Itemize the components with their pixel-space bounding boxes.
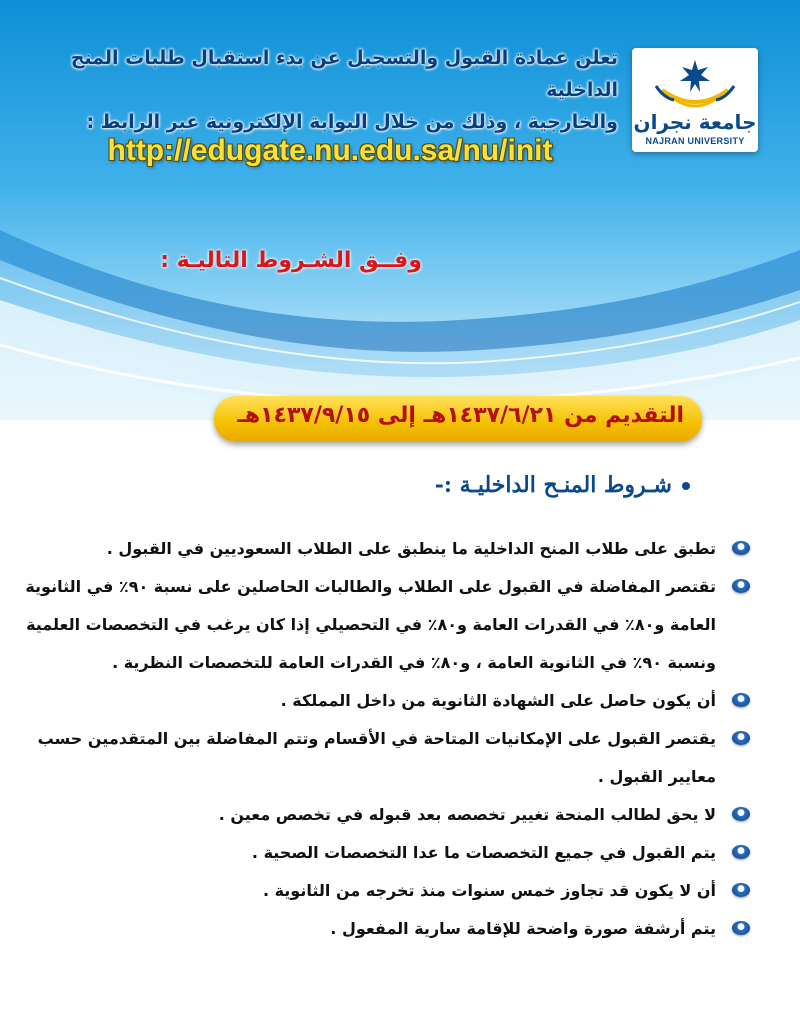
- list-item-text: تقتصر المفاضلة في القبول على الطلاب والطالبات الحاصلين على نسبة ٩٠٪ في الثانوية العامة و٨٠٪ في القدرات العامة و٨٠٪ في التحصيلي إذا كان يرغب في التخصصات العلمية ونسبة ٩٠٪ في الثانوية العامة ، و٨٠٪ في القدرات العامة للتخصصات النظرية .: [25, 577, 716, 672]
- list-item: [20, 568, 750, 682]
- bullet-icon: [732, 731, 750, 745]
- logo-arabic-name: جامعة نجران: [633, 110, 757, 134]
- list-item-text: يقتصر القبول على الإمكانيات المتاحة في الأقسام وتتم المفاضلة بين المتقدمين حسب معايير القبول .: [37, 729, 716, 786]
- conditions-heading: وفــق الشـروط التاليـة :: [160, 248, 422, 273]
- intro-line-2: والخارجية ، وذلك من خلال البوابة الإلكترونية عبر الرابط :: [86, 111, 618, 133]
- bullet-icon: [732, 541, 750, 555]
- list-item-text: يتم القبول في جميع التخصصات ما عدا التخصصات الصحية .: [251, 843, 716, 862]
- list-item-text: لا يحق لطالب المنحة تغيير تخصصه بعد قبوله في تخصص معين .: [218, 805, 716, 824]
- bullet-icon: [732, 883, 750, 897]
- list-item: [20, 910, 750, 948]
- list-item-text: أن يكون حاصل على الشهادة الثانوية من داخل المملكة .: [280, 691, 716, 710]
- intro-text: [18, 42, 618, 138]
- list-item-text: تطبق على طلاب المنح الداخلية ما ينطبق على الطلاب السعوديين في القبول .: [106, 539, 716, 558]
- list-item-text: أن لا يكون قد تجاوز خمس سنوات منذ تخرجه من الثانوية .: [262, 881, 716, 900]
- application-dates: التقديم من ١٤٣٧/٦/٢١هـ إلى ١٤٣٧/٩/١٥هـ: [237, 403, 684, 428]
- logo-english-name: NAJRAN UNIVERSITY: [645, 136, 745, 146]
- section-title: [435, 472, 690, 498]
- list-item-text: يتم أرشفة صورة واضحة للإقامة سارية المفعول .: [330, 919, 716, 938]
- bullet-icon: [732, 921, 750, 935]
- bullet-icon: [732, 845, 750, 859]
- edugate-link[interactable]: http://edugate.nu.edu.sa/nu/init: [107, 134, 553, 167]
- list-item: [20, 872, 750, 910]
- list-item: [20, 796, 750, 834]
- intro-line-1: تعلن عمادة القبول والتسجيل عن بدء استقبال طلبات المنح الداخلية: [70, 47, 618, 101]
- list-item: [20, 530, 750, 568]
- bullet-icon: [682, 482, 690, 490]
- section-title-text: شـروط المنـح الداخليـة :-: [434, 472, 672, 498]
- bullet-icon: [732, 579, 750, 593]
- bullet-icon: [732, 693, 750, 707]
- bullet-icon: [732, 807, 750, 821]
- conditions-list: [20, 530, 750, 948]
- list-item: [20, 720, 750, 796]
- date-banner: [214, 396, 702, 442]
- list-item: [20, 682, 750, 720]
- najran-university-logo-icon: [650, 56, 740, 112]
- list-item: [20, 834, 750, 872]
- university-logo: [632, 48, 758, 152]
